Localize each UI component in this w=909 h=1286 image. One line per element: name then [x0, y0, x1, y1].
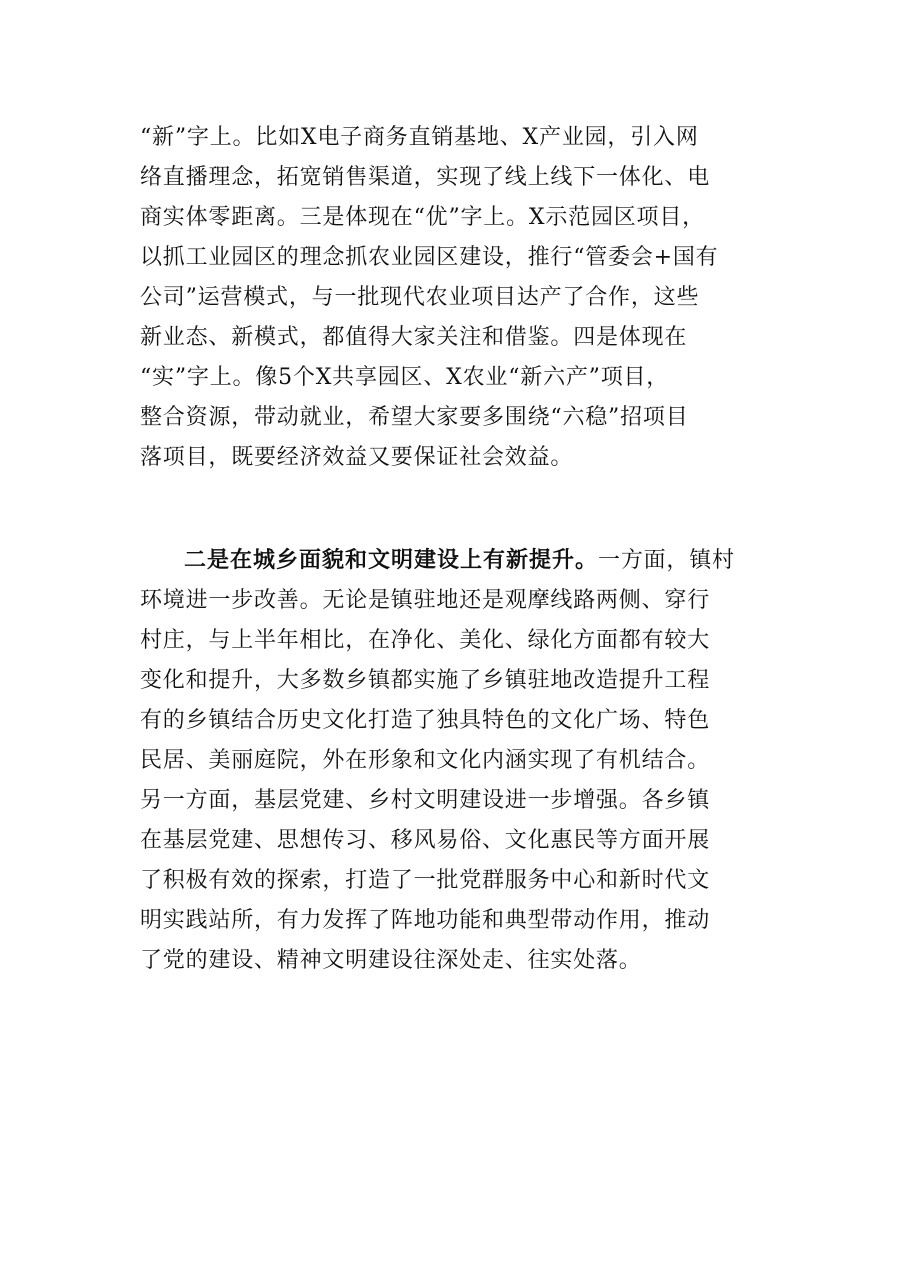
paragraph-2-line: 变化和提升，大多数乡镇都实施了乡镇驻地改造提升工程 [140, 668, 711, 693]
paragraph-1-line: 新业态、新模式，都值得大家关注和借鉴。四是体现在 [140, 325, 688, 350]
paragraph-1-line: 络直播理念，拓宽销售渠道，实现了线上线下一体化、电 [140, 165, 711, 190]
paragraph-2-line: 了积极有效的探索，打造了一批党群服务中心和新时代文 [140, 868, 711, 893]
paragraph-2-heading: 二是在城乡面貌和文明建设上有新提升。 [184, 548, 599, 573]
paragraph-2-first-line-text: 一方面，镇村 [598, 548, 735, 573]
paragraph-2-line: 民居、美丽庭院，外在形象和文化内涵实现了有机结合。 [140, 748, 711, 773]
paragraph-2-line: 村庄，与上半年相比，在净化、美化、绿化方面都有较大 [140, 628, 711, 653]
paragraph-1-line: 公司”运营模式，与一批现代农业项目达产了合作，这些 [140, 285, 700, 310]
paragraph-1-line: 落项目，既要经济效益又要保证社会效益。 [140, 445, 574, 470]
paragraph-1 [140, 118, 780, 478]
paragraph-1-line: 整合资源，带动就业，希望大家要多围绕“六稳”招项目 [140, 405, 689, 430]
paragraph-2-line: 另一方面，基层党建、乡村文明建设进一步增强。各乡镇 [140, 788, 711, 813]
paragraph-2-first-line [140, 541, 780, 581]
paragraph-2-line: 了党的建设、精神文明建设往深处走、往实处落。 [140, 948, 642, 973]
paragraph-2 [140, 541, 780, 981]
paragraph-2-line: 在基层党建、思想传习、移风易俗、文化惠民等方面开展 [140, 828, 711, 853]
paragraph-1-line: “新”字上。比如X电子商务直销基地、X产业园，引入网 [140, 125, 699, 150]
paragraph-2-line: 明实践站所，有力发挥了阵地功能和典型带动作用，推动 [140, 908, 711, 933]
paragraph-1-line: “实”字上。像5个X共享园区、X农业“新六产”项目， [140, 365, 670, 390]
paragraph-1-line: 以抓工业园区的理念抓农业园区建设，推行“管委会+国有 [140, 245, 719, 270]
paragraph-2-line: 环境进一步改善。无论是镇驻地还是观摩线路两侧、穿行 [140, 588, 711, 613]
paragraph-1-line: 商实体零距离。三是体现在“优”字上。X示范园区项目， [140, 205, 705, 230]
paragraph-2-line: 有的乡镇结合历史文化打造了独具特色的文化广场、特色 [140, 708, 711, 733]
